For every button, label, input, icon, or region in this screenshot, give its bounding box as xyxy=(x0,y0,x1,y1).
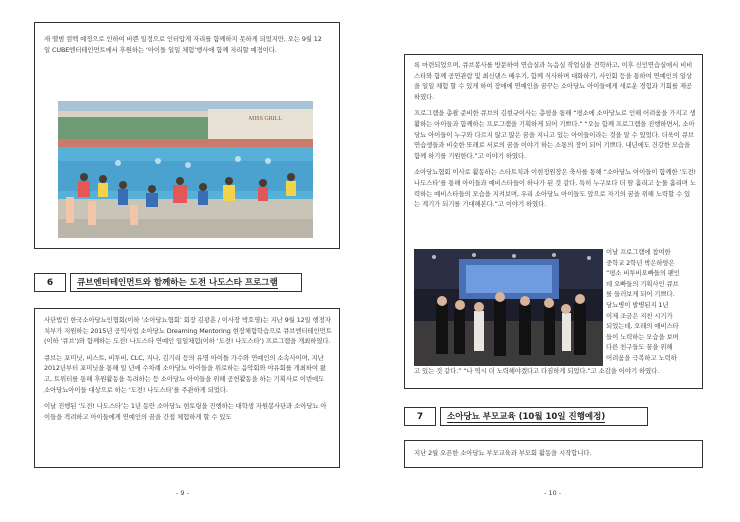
right-top-text xyxy=(414,60,696,216)
right-paragraph-3: 소아당뇨협회 이사로 활동하는 스타트치과 이현정원장은 축사를 통해 “소아당뇨 아이들이 함께한 ‘도전! 나도스타’를 통해 아이들과 예비스타들이 하나가 된 것 같다. 특히 누구보다 더 땀 흘리고 눈물 흘리며 노력하는 예비스타들의 모습을 지켜보며, 우리 소아당뇨 아이들도 앞으로 자기의 꿈을 위해 노력할 수 있는 계기가 되기를 기대해본다.”고 이야기 하였다. xyxy=(414,168,696,209)
side-line-8: 되었는데, 오래의 예비스타 xyxy=(606,322,679,331)
page-number-right: - 10 - xyxy=(544,489,562,497)
left-paragraph-1: 사단법인 한국소아당뇨인협회(이하 ‘소아당뇨협회’ 회장 김광훈 / 이사장 박호영)는 지난 9월 12일 행정자치부가 지원하는 2015년 공익사업 소아당뇨 Dreaming Mentoring 현장체험학습으로 큐브엔터테인먼트(이하 ‘큐브’)와 함께하는 도전! 나도스타 연예인 일일체험(이하 ‘도전! 나도스타’) 프로그램을 개최하였다. xyxy=(44,316,332,346)
right-side-text xyxy=(606,247,702,364)
section-7-title-text: 소아당뇨 부모교육 (10월 10일 진행예정) xyxy=(447,412,606,422)
section-6-title xyxy=(70,273,302,292)
side-line-11: 어려움을 극복하고 노력하 xyxy=(606,353,677,362)
event-photo xyxy=(414,249,603,366)
section-6-number: 6 xyxy=(34,273,66,292)
pool-photo xyxy=(58,101,313,238)
side-line-1: 이날 프로그램에 참여한 xyxy=(606,248,671,256)
section-6-title-text: 큐브엔터테인먼트와 함께하는 도전 나도스타 프로그램 xyxy=(77,278,278,288)
miss-grill-sign: MISS GRILL xyxy=(248,116,283,122)
left-bottom-text xyxy=(44,315,332,428)
side-line-2: 중학교 2학년 박은하양은 xyxy=(606,258,675,267)
side-line-7: 이제 조금은 지친 시기가 xyxy=(606,311,673,320)
left-paragraph-2: 큐브는 포미닛, 비스트, 비투비, CLC, 지나, 김기리 등의 유명 아이돌 가수와 연예인의 소속사이며, 지난 2012년부터 포미닛을 통해 일 년에 수차례 소아당뇨 아이들을 위로하는 음악회와 야유회를 개최하여 왔고, 트위터를 통해 후원활동을 독려하는 등 소아당뇨 아이들을 위해 공헌활동을 하는 기획사로 이번에도 소아당뇨아이들 대상으로 하는 ‘도전! 나도스타’를 주관하게 되었다. xyxy=(44,353,326,394)
side-line-9: 들이 노력하는 모습을 보며 xyxy=(606,332,679,341)
right-paragraph-1: 록 마련되었으며, 큐브봉사를 방문하여 연습실과 녹음실 작업실을 견학하고, 이후 신인연습실에서 비비스타와 함께 공연관람 및 최신댄스 배우기, 함께 식사하며 대화하기, 사인회 등을 통하여 연예인의 일상을 일일 체험 할 수 있게 하여 장애에 연예인을 꿈꾸는 소아당뇨 아이들에게 새로운 경험과 기회를 제공하였다. xyxy=(414,61,693,101)
section-7-text: 지난 2월 오픈한 소아당뇨 부모교육과 부모회 활동을 시작합니다. xyxy=(414,449,592,457)
right-paragraph-2: 프로그램을 총괄 준비한 큐브의 김현규이사는 총평을 통해 “평소에 소아당뇨로 인해 어려움을 가지고 생활하는 아이들과 함께하는 프로그램을 기획하게 되어 기쁘다.” “오늘 함께 프로그램을 진행하면서, 소아당뇨 아이들이 누구와 다르지 않고 많은 꿈을 지니고 있는 아이들이라는 것을 알 수 있었다. 더욱이 큐브연습생들과 비슷한 또래로 서로의 꿈을 이야기 하는 소통의 장이 되어 기쁘다. 내년에도 건강한 모습을 함께 하기를 기원한다.”고 이야기 하였다. xyxy=(414,109,696,160)
left-top-text: 새 앨범 컴백 예정으로 인하여 바쁜 일정으로 인터압게 자리를 함께하지 못하게 되었지만, 오는 9월 12일 CUBE엔터테인먼트에서 후원하는 ‘아이돌 일일 체험’행사에 함께 자리할 예정이다. xyxy=(44,35,322,54)
side-line-3: “평소 비투비오빠들의 팬인 xyxy=(606,269,680,278)
side-line-5: 를 들러보게 되어 기쁘다. xyxy=(606,290,675,299)
section-7-number: 7 xyxy=(404,407,436,426)
right-after-photo-text: 고 있는 것 같다.” “나 역시 더 노력해야겠다고 다짐하게 되었다.”고 소감을 이야기 하였다. xyxy=(414,367,660,375)
side-line-6: 당뇨병이 발병된지 1년 xyxy=(606,300,669,309)
left-paragraph-3: 이날 진행된 ‘도전! 나도스타’는 1년 동안 소아당뇨 현토링을 진행하는 대학생 자원봉사단과 소아당뇨 아이들을 격려하고 아이들에게 연예인의 꿈을 간접 체험하게 할 수 있도 xyxy=(44,402,327,421)
side-line-4: 데 오빠들의 기획사인 큐브 xyxy=(606,279,679,288)
side-line-10: 다른 친구들도 꿈을 위해 xyxy=(606,343,673,352)
page-number-left: - 9 - xyxy=(176,489,189,497)
section-7-title xyxy=(440,407,648,426)
